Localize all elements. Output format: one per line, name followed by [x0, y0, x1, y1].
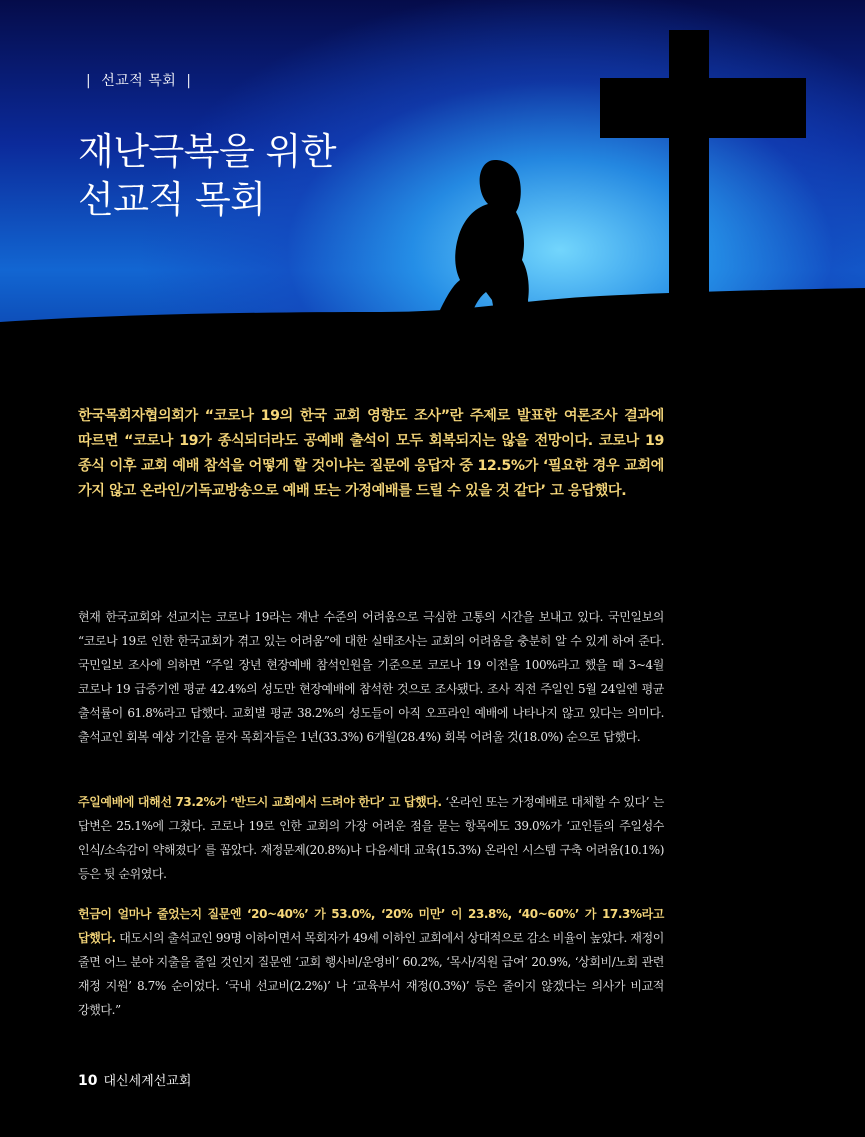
kneeling-person-icon — [436, 160, 530, 322]
section-name: 선교적 목회 — [101, 73, 177, 89]
page-number: 10 — [78, 1073, 98, 1089]
body-paragraph-1: 현재 한국교회와 선교지는 코로나 19라는 재난 수준의 어려움으로 극심한 고통의 시간을 보내고 있다. 국민일보의 “코로나 19로 인한 한국교회가 겪고 있는 어려움”에 대한 실태조사는 교회의 어려움을 충분히 알 수 있게 하여 준다. 국민일보 조사에 의하면 “주일 장년 현장예배 참석인원을 기준으로 코로나 19 이전을 100%라고 했을 때 3~4월 코로나 19 급증기엔 평균 42.4%의 성도만 현장예배에 참석한 것으로 조사됐다. 조사 직전 주일인 5월 24일엔 평균 출석률이 61.8%라고 답했다. 교회별 평균 38.2%의 성도들이 아직 오프라인 예배에 나타나지 않고 있다는 의미다. 출석교인 회복 예상 기간을 묻자 목회자들은 1년(33.3%) 6개월(28.4%) 회복 어려울 것(18.0%) 순으로 답했다. — [78, 610, 664, 744]
publication-name: 대신세계선교회 — [103, 1074, 192, 1089]
label-divider-left: | — [86, 73, 92, 89]
label-divider-right: | — [186, 73, 192, 89]
lead-paragraph: 한국목회자협의회가 “코로나 19의 한국 교회 영향도 조사”란 주제로 발표한 여론조사 결과에 따르면 “코로나 19가 종식되더라도 공예배 출석이 모두 회복되지는 않을 전망이다. 코로나 19 종식 이후 교회 예배 참석을 어떻게 할 것이냐는 질문에 응답자 중 12.5%가 ‘필요한 경우 교회에 가지 않고 온라인/기독교방송으로 예배 또는 가정예배를 드릴 수 있을 것 같다’ 고 응답했다. — [78, 408, 664, 499]
page-title — [78, 128, 336, 224]
paragraph-3-text: 대도시의 출석교인 99명 이하이면서 목회자가 49세 이하인 교회에서 상대적으로 감소 비율이 높았다. 재정이 줄면 어느 분야 지출을 줄일 것인지 질문엔 ‘교회 행사비/운영비’ 60.2%, ‘목사/직원 급여’ 20.9%, ‘상회비/노회 관련 재정 지원’ 8.7% 순이었다. ‘국내 선교비(2.2%)’ 나 ‘교육부서 재정(0.3%)’ 등은 줄이지 않겠다는 의사가 비교적 강했다.” — [78, 931, 664, 1017]
hero-banner — [0, 0, 865, 360]
paragraph-2-highlight: 주일예배에 대해선 73.2%가 ‘반드시 교회에서 드려야 한다’ 고 답했다. — [78, 795, 442, 809]
hill-silhouette — [0, 288, 865, 360]
title-line-1: 재난극복을 위한 — [78, 130, 336, 173]
body-paragraph-3 — [78, 902, 664, 1022]
paragraph-2-text: ‘온라인 또는 가정예배로 대체할 수 있다’ 는 답변은 25.1%에 그쳤다. 코로나 19로 인한 교회의 가장 어려운 점을 묻는 항목에도 39.0%가 ‘교인들의 주일성수 인식/소속감이 약해졌다’ 를 꼽았다. 재정문제(20.8%)나 다음세대 교육(15.3%) 온라인 시스템 구축 어려움(10.1%) 등은 뒷 순위였다. — [78, 795, 664, 881]
page-footer — [78, 1070, 191, 1089]
section-label — [76, 70, 202, 90]
paragraph-3-highlight: 헌금이 얼마나 줄었는지 질문엔 ‘20~40%’ 가 53.0%, ‘20% 미만’ 이 23.8%, ‘40~60%’ 가 17.3%라고 답했다. — [78, 907, 664, 945]
body-paragraph-2 — [78, 790, 664, 886]
title-line-2: 선교적 목회 — [78, 178, 266, 221]
